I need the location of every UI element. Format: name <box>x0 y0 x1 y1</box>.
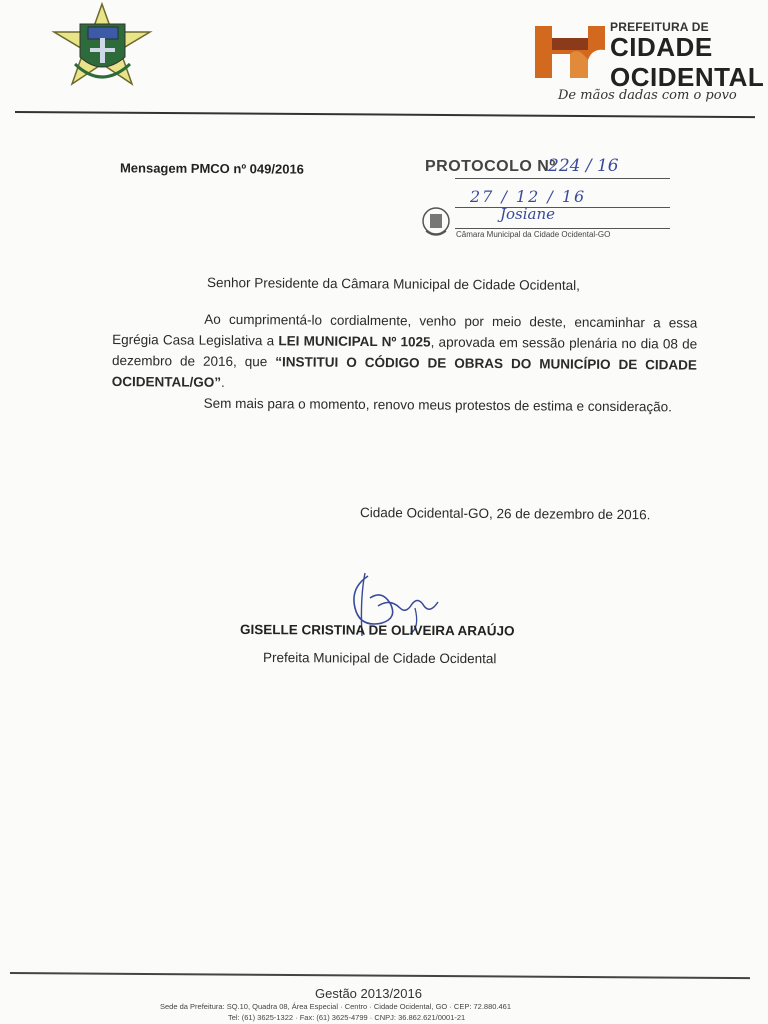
footer-address: Sede da Prefeitura: SQ.10, Quadra 08, Área Especial · Centro · Cidade Ocidental, GO · CEP: 72.880.461 <box>160 1002 512 1011</box>
footer-gestao: Gestão 2013/2016 <box>315 986 422 1001</box>
protocol-number-line <box>455 178 670 179</box>
footer-divider <box>10 972 750 979</box>
chamber-seal-icon <box>420 205 452 239</box>
protocol-date: 27 / 12 / 16 <box>470 187 587 206</box>
letter-salutation: Senhor Presidente da Câmara Municipal de Cidade Ocidental, <box>206 275 581 293</box>
message-title: Mensagem PMCO nº 049/2016 <box>119 160 304 177</box>
logo-ocidental-text: OCIDENTAL <box>610 62 765 92</box>
logo-prefeitura-text: PREFEITURA DE <box>610 20 709 34</box>
chamber-stamp-caption: Câmara Municipal da Cidade Ocidental-GO <box>456 230 611 239</box>
protocol-receiver-signature: Josiane <box>500 205 556 223</box>
protocol-signature-line <box>455 228 670 229</box>
place-and-date: Cidade Ocidental-GO, 26 de dezembro de 2016. <box>359 505 651 523</box>
signatory-name: GISELLE CRISTINA DE OLIVEIRA ARAÚJO <box>239 622 515 639</box>
protocol-label: PROTOCOLO Nº <box>425 158 556 175</box>
signatory-role: Prefeita Municipal de Cidade Ocidental <box>262 650 497 667</box>
city-emblem-icon <box>530 20 610 82</box>
municipal-crest-icon <box>50 2 155 97</box>
city-logo <box>530 18 765 118</box>
letter-paragraph-2: Sem mais para o momento, renovo meus protestos de estima e consideração. <box>203 395 672 415</box>
letter-body <box>112 308 698 418</box>
logo-slogan: De mãos dadas com o povo <box>558 88 737 103</box>
law-reference: LEI MUNICIPAL Nº 1025 <box>278 333 431 350</box>
letter-paragraph-1: Ao cumprimentá-lo cordialmente, venho por meio deste, encaminhar a essa Egrégia Casa Legislativa a LEI MUNICIPAL Nº 1025, aprovada em sessão plenária no dia 08 de dezembro de 2016, que “INSTITUI O CÓDIGO DE OBRAS DO MUNICÍPIO DE CIDADE OCIDENTAL/GO”. <box>111 311 698 390</box>
logo-cidade-text: CIDADE <box>610 32 713 62</box>
law-title: “INSTITUI O CÓDIGO DE OBRAS DO MUNICÍPIO DE CIDADE OCIDENTAL/GO” <box>111 354 698 390</box>
footer-phones: Tel: (61) 3625-1322 · Fax: (61) 3625-4799 · CNPJ: 36.862.621/0001-21 <box>228 1013 466 1022</box>
protocol-date-line <box>455 207 670 208</box>
protocol-number: 224 / 16 <box>548 156 619 176</box>
